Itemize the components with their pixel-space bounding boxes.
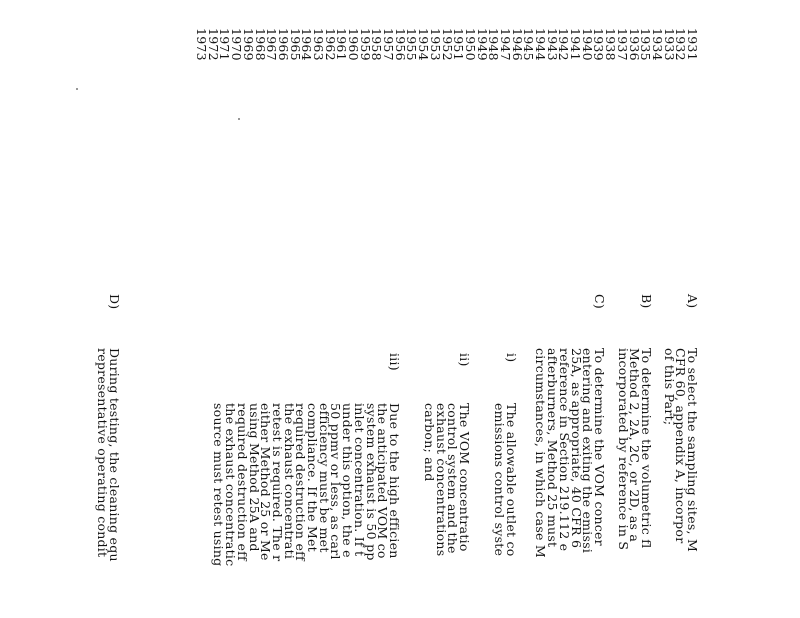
paragraph-iii-line: using Method 25A and — [246, 403, 262, 552]
line-number: 1940 — [579, 28, 595, 61]
label-ii: ii) — [457, 353, 472, 367]
paragraph-a — [663, 348, 698, 552]
line-number: 1966 — [275, 28, 291, 61]
line-number: 1934 — [649, 28, 665, 61]
paragraph-iii-line: system exhaust is 50 pp — [363, 403, 379, 561]
line-number: 1957 — [381, 28, 397, 61]
line-number: 1949 — [474, 28, 490, 61]
paragraph-iii-line: 50 ppmv or less, as carl — [328, 403, 344, 560]
line-number: 1958 — [369, 28, 385, 61]
line-number: 1954 — [416, 28, 432, 61]
line-number: 1939 — [591, 28, 607, 61]
paragraph-iii-line: required destruction eff — [234, 403, 250, 561]
line-number: 1960 — [346, 28, 362, 61]
line-number: 1969 — [240, 28, 256, 61]
line-number: 1931 — [685, 28, 700, 61]
paragraph-iii-line: compliance. If the Met — [305, 403, 321, 552]
line-number: 1946 — [509, 28, 525, 61]
paragraph-b-line: incorporated by reference in S — [615, 348, 631, 551]
line-number: 1951 — [451, 28, 467, 61]
paragraph-iii — [213, 403, 400, 566]
paragraph-d-line: During testing, the cleaning equ — [107, 348, 122, 562]
line-number: 1971 — [217, 28, 233, 61]
label-iii: iii) — [387, 353, 402, 371]
paragraph-d-line: representative operating condit — [95, 348, 111, 558]
line-number: 1948 — [486, 28, 502, 61]
line-number: 1938 — [603, 28, 619, 61]
paragraph-ii-line: exhaust concentrations — [433, 403, 449, 557]
paragraph-iii-line: the exhaust concentrati — [281, 403, 297, 560]
paragraph-ii — [423, 403, 470, 556]
line-number: 1937 — [614, 28, 630, 61]
line-number: 1950 — [462, 28, 478, 61]
label-d: D) — [107, 294, 122, 310]
label-a: A) — [685, 294, 700, 309]
label-i: i) — [504, 353, 519, 363]
paragraph-a-line: CFR 60, appendix A, incorpor — [673, 348, 689, 544]
label-b: B) — [639, 294, 654, 309]
paragraph-iii-line: the anticipated VOM co — [375, 403, 391, 559]
scan-speck — [238, 118, 240, 120]
paragraph-c-line: circumstances, in which case M — [533, 348, 549, 558]
paragraph-iii-line: retest is required. The r — [269, 403, 285, 562]
paragraph-iii-line: efficiency must be met — [316, 403, 332, 553]
line-number: 1965 — [287, 28, 303, 61]
paragraph-b-line: Method 2, 2A, 2C, or 2D, as a — [627, 348, 643, 543]
paragraph-b — [617, 348, 652, 550]
paragraph-iii-line: either Method 25 or Me — [258, 403, 274, 561]
line-number-column — [195, 28, 698, 61]
line-number: 1956 — [392, 28, 408, 61]
line-number: 1935 — [638, 28, 654, 61]
line-number: 1943 — [544, 28, 560, 61]
paragraph-iii-line: required destruction eff — [293, 403, 309, 561]
paragraph-ii-line: The VOM concentratio — [457, 403, 472, 552]
line-number: 1953 — [427, 28, 443, 61]
paragraph-a-line: To select the sampling sites, M — [685, 348, 700, 553]
paragraph-iii-line: the exhaust concentratic — [223, 403, 239, 567]
paragraph-c-line: reference in Section 219.112 e — [556, 348, 572, 552]
line-number: 1972 — [205, 28, 221, 61]
line-number: 1947 — [498, 28, 513, 61]
paragraph-b-line: To determine the volumetric fl — [639, 348, 654, 549]
line-number: 1941 — [568, 28, 584, 61]
paragraph-i — [494, 403, 517, 557]
line-number: 1955 — [404, 28, 420, 61]
paragraph-iii-line: source must retest using — [211, 403, 227, 567]
line-number: 1952 — [439, 28, 455, 61]
line-number: 1933 — [661, 28, 677, 61]
line-number: 1973 — [194, 28, 210, 61]
line-number: 1964 — [299, 28, 315, 61]
line-number: 1970 — [229, 28, 245, 61]
paragraph-i-line: emissions control syste — [492, 403, 508, 557]
line-number: 1932 — [673, 28, 689, 61]
line-number: 1944 — [533, 28, 549, 61]
label-c: C) — [592, 294, 607, 309]
paragraph-iii-line: inlet concentration. If t — [351, 403, 367, 557]
paragraph-ii-line: carbon; and — [421, 403, 437, 482]
paragraph-c — [535, 348, 605, 558]
paragraph-a-line: of this Part; — [661, 348, 677, 426]
paragraph-i-line: The allowable outlet co — [504, 403, 519, 557]
paragraph-iii-line: under this option, the e — [340, 403, 356, 558]
line-number: 1945 — [521, 28, 537, 61]
line-number: 1942 — [556, 28, 572, 61]
scan-speck — [76, 88, 78, 90]
paragraph-c-line: To determine the VOM concer — [592, 348, 607, 546]
line-number: 1936 — [626, 28, 642, 61]
line-number: 1963 — [311, 28, 326, 61]
line-number: 1968 — [252, 28, 268, 61]
paragraph-d — [97, 348, 120, 562]
line-number: 1967 — [264, 28, 280, 61]
line-number: 1959 — [357, 28, 373, 61]
paragraph-iii-line: Due to the high efficien — [387, 403, 402, 559]
line-number: 1962 — [322, 28, 338, 61]
line-number: 1961 — [334, 28, 350, 61]
paragraph-c-line: 25A, as appropriate, 40 CFR 6 — [568, 348, 584, 549]
paragraph-c-line: entering and exiting the emissi — [580, 348, 596, 554]
paragraph-ii-line: control system and the — [445, 403, 461, 554]
paragraph-c-line: afterburners, Method 25 must — [545, 348, 561, 548]
